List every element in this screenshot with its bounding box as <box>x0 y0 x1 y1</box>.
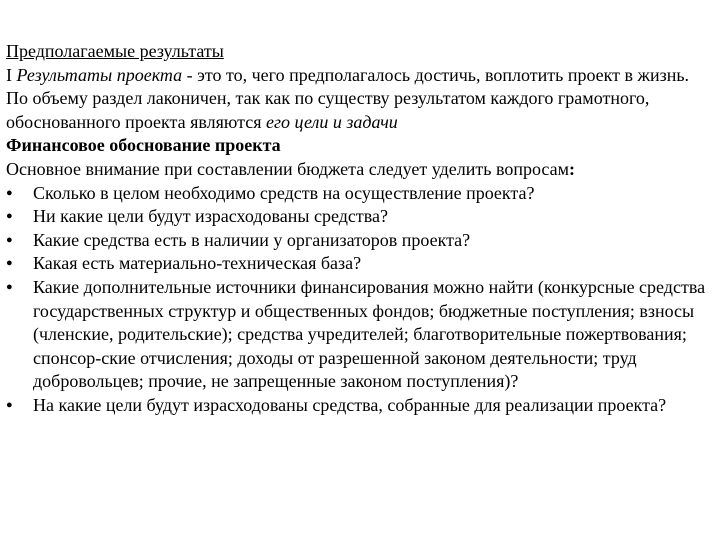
bullet-dot-icon: ● <box>6 398 13 411</box>
list-item <box>6 205 712 229</box>
bullet-dot-icon: ● <box>6 280 13 293</box>
list-item <box>6 276 712 394</box>
list-item-text: На какие цели будут израсходованы средства, собранные для реализации проекта? <box>33 394 667 415</box>
results-paragraph <box>6 64 712 88</box>
list-item-text: Ни какие цели будут израсходованы средства? <box>33 206 388 227</box>
bullet-dot-icon: ● <box>6 186 13 199</box>
finance-heading: Финансовое обоснование проекта <box>6 135 281 156</box>
list-item <box>6 182 712 206</box>
results-prefix: I <box>6 64 17 85</box>
slide-text-body <box>6 40 712 418</box>
list-item <box>6 252 712 276</box>
bullet-dot-icon: ● <box>6 210 13 223</box>
list-item-text: Какие дополнительные источники финансирования можно найти (конкурсные средства государственных структур и общественных фондов; бюджетные поступления; взносы (членские, родительские); средства учредителей; благотворительные пожертвования; спонсор-ские отчисления; доходы от разрешенной законом деятельности; труд добровольцев; прочие, не запрещенные законом поступления)? <box>33 276 706 392</box>
budget-intro-paragraph <box>6 158 712 182</box>
list-item <box>6 394 712 418</box>
list-item-text: Сколько в целом необходимо средств на осуществление проекта? <box>33 182 535 203</box>
bullet-dot-icon: ● <box>6 233 13 246</box>
results-italic-term: Результаты проекта <box>16 64 183 85</box>
bullet-dot-icon: ● <box>6 257 13 270</box>
scope-text: По объему раздел лаконичен, так как по существу результатом каждого грамотного, обоснованного проекта являются <box>6 88 650 132</box>
budget-intro-colon: : <box>569 158 576 179</box>
budget-questions-list <box>6 182 712 418</box>
list-item-text: Какая есть материально-техническая база? <box>33 253 362 274</box>
results-definition: - это то, чего предполагалось достичь, воплотить проект в жизнь. <box>182 64 690 85</box>
list-item <box>6 229 712 253</box>
budget-intro-text: Основное внимание при составлении бюджета следует уделить вопросам <box>6 158 570 179</box>
scope-paragraph <box>6 87 712 134</box>
scope-italic-phrase: его цели и задачи <box>265 111 398 132</box>
list-item-text: Какие средства есть в наличии у организаторов проекта? <box>33 229 471 250</box>
expected-results-heading: Предполагаемые результаты <box>6 41 224 61</box>
